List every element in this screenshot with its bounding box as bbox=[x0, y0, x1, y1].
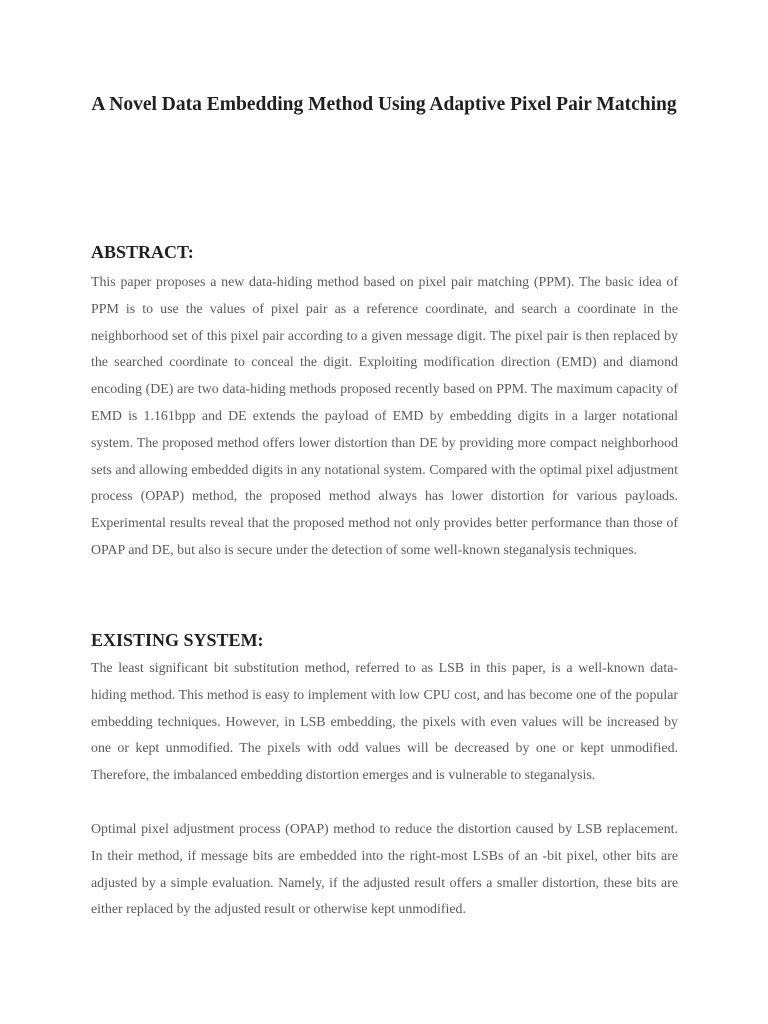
abstract-paragraph: This paper proposes a new data-hiding method based on pixel pair matching (PPM). The basic idea of PPM is to use the values of pixel pair as a reference coordinate, and search a coordinate in the neighborhood set of this pixel pair according to a given message digit. The pixel pair is then replaced by the searched coordinate to conceal the digit. Exploiting modification direction (EMD) and diamond encoding (DE) are two data-hiding methods proposed recently based on PPM. The maximum capacity of EMD is 1.161bpp and DE extends the payload of EMD by embedding digits in a larger notational system. The proposed method offers lower distortion than DE by providing more compact neighborhood sets and allowing embedded digits in any notational system. Compared with the optimal pixel adjustment process (OPAP) method, the proposed method always has lower distortion for various payloads. Experimental results reveal that the proposed method not only provides better performance than those of OPAP and DE, but also is secure under the detection of some well-known steganalysis techniques. bbox=[91, 275, 678, 558]
existing-system-heading: EXISTING SYSTEM: bbox=[91, 630, 264, 650]
abstract-heading: ABSTRACT: bbox=[91, 242, 194, 262]
existing-system-paragraph-1: The least significant bit substitution method, referred to as LSB in this paper, is a well-known data-hiding method. This method is easy to implement with low CPU cost, and has become one of the popular embedding techniques. However, in LSB embedding, the pixels with even values will be increased by one or kept unmodified. The pixels with odd values will be decreased by one or kept unmodified. Therefore, the imbalanced embedding distortion emerges and is vulnerable to steganalysis. bbox=[91, 661, 678, 784]
existing-system-paragraph-2: Optimal pixel adjustment process (OPAP) method to reduce the distortion caused by LSB replacement. In their method, if message bits are embedded into the right-most LSBs of an -bit pixel, other bits are adjusted by a simple evaluation. Namely, if the adjusted result offers a smaller distortion, these bits are either replaced by the adjusted result or otherwise kept unmodified. bbox=[91, 822, 678, 918]
document-title: A Novel Data Embedding Method Using Adaptive Pixel Pair Matching bbox=[91, 94, 677, 115]
